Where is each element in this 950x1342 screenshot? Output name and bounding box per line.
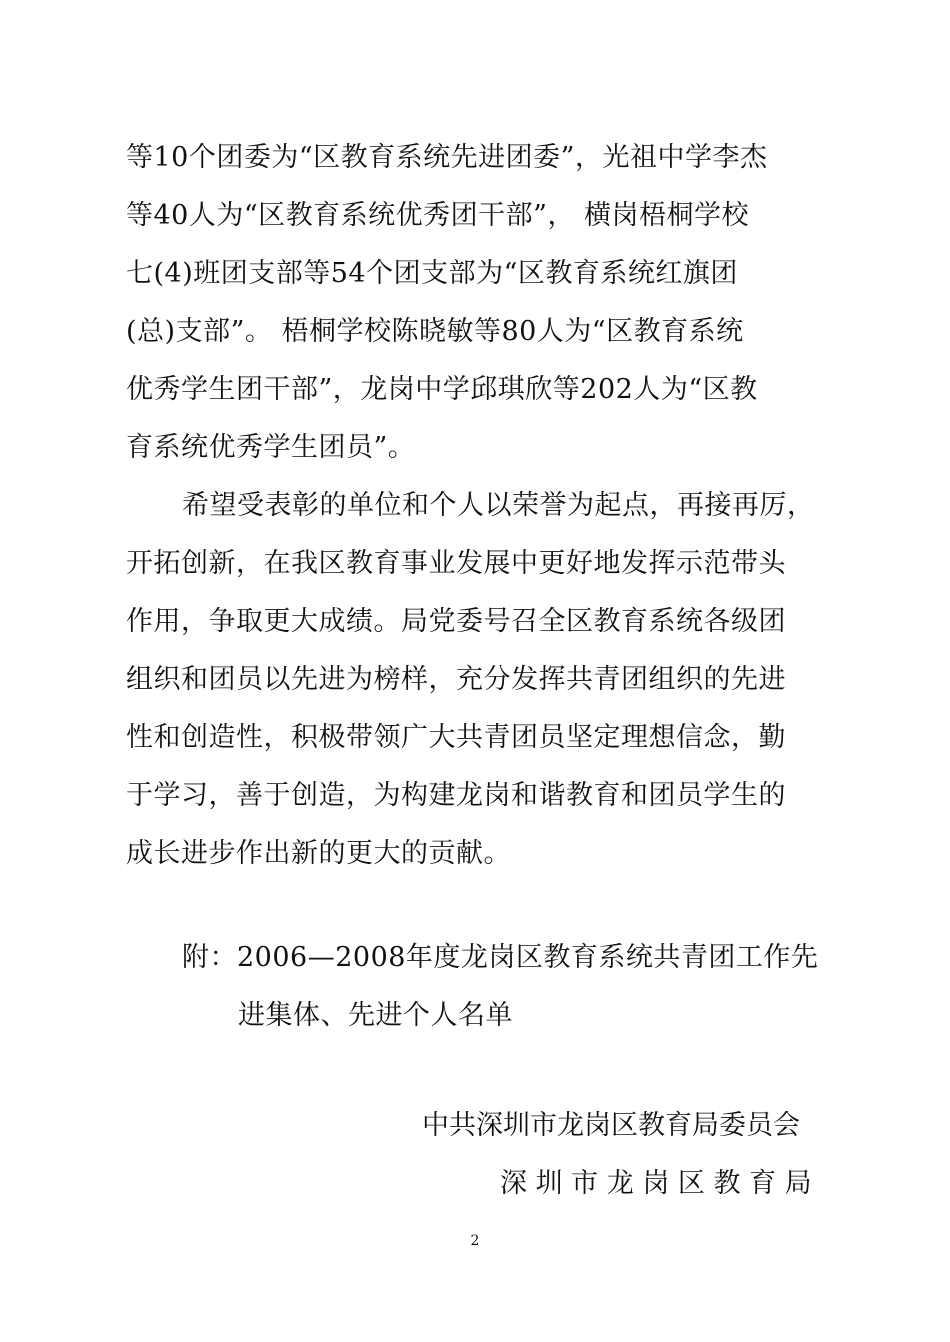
attachment-line-2: 进集体、先进个人名单 xyxy=(238,1000,513,1031)
signature-org-2: 深 圳 市 龙 岗 区 教 育 局 xyxy=(500,1168,812,1199)
body-line: 于学习，善于创造，为构建龙岗和谐教育和团员学生的 xyxy=(126,780,786,811)
signature-org-1: 中共深圳市龙岗区教育局委员会 xyxy=(422,1110,800,1141)
body-line: 育系统优秀学生团员”。 xyxy=(126,432,416,463)
body-line: 优秀学生团干部”，龙岗中学邱琪欣等202人为“区教 xyxy=(126,374,758,405)
page-number: 2 xyxy=(470,1233,480,1249)
body-line: (总)支部”。 梧桐学校陈晓敏等80人为“区教育系统 xyxy=(126,316,744,347)
body-line: 希望受表彰的单位和个人以荣誉为起点，再接再厉， xyxy=(182,490,815,521)
body-line: 等40人为“区教育系统优秀团干部”， 横岗梧桐学校 xyxy=(126,200,750,231)
body-line: 七(4)班团支部等54个团支部为“区教育系统红旗团 xyxy=(126,258,738,289)
attachment-line-1: 附：2006—2008年度龙岗区教育系统共青团工作先 xyxy=(182,942,819,973)
body-line: 成长进步作出新的更大的贡献。 xyxy=(126,838,511,869)
body-line: 开拓创新，在我区教育事业发展中更好地发挥示范带头 xyxy=(126,548,786,579)
body-line: 组织和团员以先进为榜样，充分发挥共青团组织的先进 xyxy=(126,664,786,695)
body-line: 作用，争取更大成绩。局党委号召全区教育系统各级团 xyxy=(126,606,786,637)
body-line: 性和创造性，积极带领广大共青团员坚定理想信念，勤 xyxy=(126,722,786,753)
body-line: 等10个团委为“区教育系统先进团委”，光祖中学李杰 xyxy=(126,142,768,173)
